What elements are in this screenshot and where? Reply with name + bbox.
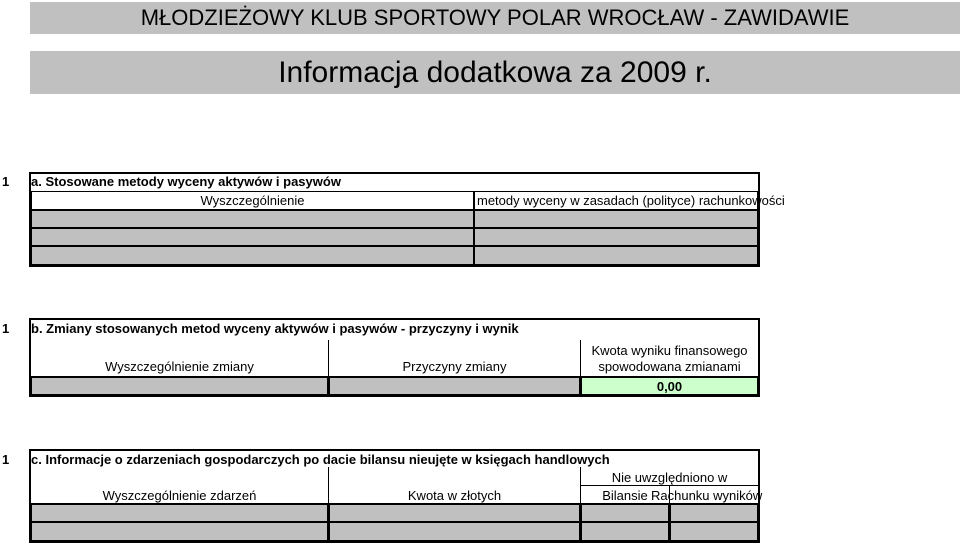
section-a-row-3-col-2[interactable] <box>474 246 758 265</box>
section-c-header-description: Wyszczególnienie zdarzeń <box>102 488 257 503</box>
section-c-number: 1 <box>2 452 10 467</box>
section-c-row-1-col-2[interactable] <box>329 504 580 522</box>
section-c-header-amount: Kwota w złotych <box>407 488 502 503</box>
club-name: MŁODZIEŻOWY KLUB SPORTOWY POLAR WROCŁAW - ZAWIDAWIE <box>140 5 850 30</box>
section-a-row-1-col-1[interactable] <box>31 210 474 228</box>
section-b-header-amount-line1: Kwota wyniku finansowego <box>591 343 748 358</box>
section-a-title: a. Stosowane metody wyceny aktywów i pasywów <box>31 174 341 189</box>
section-c-group-underline <box>581 485 758 486</box>
section-a-number: 1 <box>2 174 10 189</box>
section-b-total-amount[interactable]: 0,00 <box>581 377 758 395</box>
section-a-row-3-col-1[interactable] <box>31 246 474 265</box>
section-b-row-1-col-2[interactable] <box>329 377 580 395</box>
section-a-row-2-col-2[interactable] <box>474 228 758 246</box>
section-c-row-2-col-3[interactable] <box>581 522 669 541</box>
section-b-title: b. Zmiany stosowanych metod wyceny aktywów i pasywów - przyczyny i wynik <box>31 321 519 336</box>
section-b-header-amount-line2: spowodowana zmianami <box>598 359 741 374</box>
section-a-header-description: Wyszczególnienie <box>31 191 474 210</box>
section-a-row-1-col-2[interactable] <box>474 210 758 228</box>
section-c-row-1-col-1[interactable] <box>31 504 328 522</box>
section-c-row-1-col-4[interactable] <box>670 504 758 522</box>
section-c-header-balance: Bilansie <box>602 488 648 503</box>
section-c-row-2-col-4[interactable] <box>670 522 758 541</box>
section-c-row-2-col-2[interactable] <box>329 522 580 541</box>
section-c-title: c. Informacje o zdarzeniach gospodarczych po dacie bilansu nieujęte w księgach handlowych <box>31 452 610 467</box>
report-title-banner <box>30 51 960 94</box>
section-b-number: 1 <box>2 321 10 336</box>
section-b-header-description: Wyszczególnienie zmiany <box>105 359 254 374</box>
section-b-row-1-col-1[interactable] <box>31 377 328 395</box>
section-b-header-reason: Przyczyny zmiany <box>402 359 507 374</box>
club-name-banner <box>30 2 960 34</box>
report-title: Informacja dodatkowa za 2009 r. <box>278 55 712 89</box>
section-c-row-1-col-3[interactable] <box>581 504 669 522</box>
section-a-row-2-col-1[interactable] <box>31 228 474 246</box>
section-c-row-2-col-1[interactable] <box>31 522 328 541</box>
section-c-header-income-statement: Rachunku wyników <box>651 488 763 503</box>
section-c-header-group: Nie uwzględniono w <box>611 470 728 485</box>
section-a-header-method: metody wyceny w zasadach (polityce) rachunkowości <box>474 191 758 210</box>
